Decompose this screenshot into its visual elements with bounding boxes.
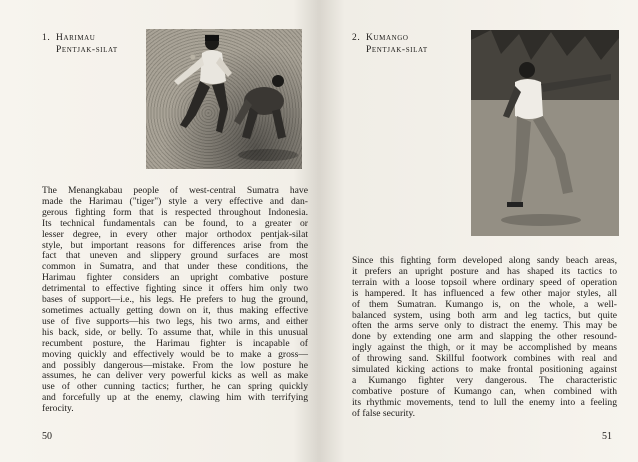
text-line: The Menangkabau people of west-central Sumatra have xyxy=(42,185,308,196)
text-line: combative posture of Kumango can, when combined with xyxy=(352,385,617,397)
harimau-photo xyxy=(146,29,302,169)
text-line: detrimental to effective fighting since it offers him only two xyxy=(42,283,308,295)
kumango-photo xyxy=(471,30,619,236)
kumango-figure-illustration xyxy=(471,30,619,236)
text-line: and possibly dangerous—mistake. From the low posture he xyxy=(42,359,308,371)
page-number: 51 xyxy=(602,431,612,442)
text-line: sometimes actually getting down on it, thus making effective xyxy=(42,304,308,316)
text-line: common in Sumatra, and that under these conditions, the xyxy=(42,261,308,273)
text-line: its rhythmic movements, tend to lull the enemy into a feeling xyxy=(352,396,617,408)
text-line: his back, side, or belly. To assume that, while in this unusual xyxy=(42,326,308,338)
text-line: is hampered. It has influenced a few other major styles, all xyxy=(352,287,617,299)
right-body-text xyxy=(352,256,617,420)
text-line: ingly against the thigh, or it may be accomplished by means xyxy=(352,342,617,354)
text-line: assumes, he can deliver very powerful kicks as well as make xyxy=(42,370,308,382)
text-line: terrain with a loose topsoil where ordinary speed of operation xyxy=(352,276,617,288)
figure-caption-2 xyxy=(352,32,428,56)
text-line: gerous fighting form that is respected throughout Indonesia. xyxy=(42,206,308,218)
text-line: simulated kicking actions to make frontal positioning against xyxy=(352,364,617,376)
text-line: lesser degree, in every other major orthodox pentjak-silat xyxy=(42,228,308,240)
text-line: bases of support—i.e., his legs. He prefers to hug the ground, xyxy=(42,294,308,306)
text-line: fact that uneven and slippery ground surfaces are most xyxy=(42,250,308,262)
text-line: it prefers an upright posture and has shaped its tactics to xyxy=(352,265,617,277)
figure-title: Kumango xyxy=(366,33,409,43)
text-line: use of five supports—his two legs, his two arms, and either xyxy=(42,315,308,327)
text-line: recumbent posture, the Harimau fighter is incapable of xyxy=(42,337,308,349)
figure-number: 2. xyxy=(352,33,361,43)
figure-subtitle: Pentjak-silat xyxy=(56,45,118,55)
text-line: of throwing sand. Skillful footwork combines with real and xyxy=(352,353,617,365)
figure-number: 1. xyxy=(42,33,51,43)
text-line: and forcefully up at the enemy, clawing him with terrifying xyxy=(42,392,308,404)
left-body-text xyxy=(42,186,308,415)
text-line: balanced system, using both arm and leg tactics, but quite xyxy=(352,309,617,321)
right-page xyxy=(319,0,638,462)
text-line: of them Sumatran. Kumango is, on the whole, a well- xyxy=(352,298,617,310)
text-line: made the Harimau ("tiger") style a very effective and dan- xyxy=(42,195,308,207)
figure-title: Harimau xyxy=(56,33,96,43)
text-line: of false security. xyxy=(352,407,416,419)
figure-caption-1 xyxy=(42,32,118,56)
text-line: use of other cunning tactics; further, he can spring quickly xyxy=(42,381,308,393)
harimau-figures-illustration xyxy=(146,29,302,169)
text-line: style, but important reasons for differences arise from the xyxy=(42,239,308,251)
text-line: ferocity. xyxy=(42,403,74,415)
text-line: often the arms serve only to distract the enemy. This may be xyxy=(352,320,617,332)
text-line: a Kumango fighter very dangerous. The characteristic xyxy=(352,374,617,386)
figure-subtitle: Pentjak-silat xyxy=(366,45,428,55)
text-line: moving quickly and effectively would be to make a gross— xyxy=(42,348,308,360)
text-line: Since this fighting form developed along sandy beach areas, xyxy=(352,255,617,266)
text-line: Its technical fundamentals can be found, to a greater or xyxy=(42,217,308,229)
text-line: Harimau fighter considers an upright combative posture xyxy=(42,272,308,284)
page-number: 50 xyxy=(42,431,52,442)
text-line: done by extending one arm and slapping the other resound- xyxy=(352,331,617,343)
